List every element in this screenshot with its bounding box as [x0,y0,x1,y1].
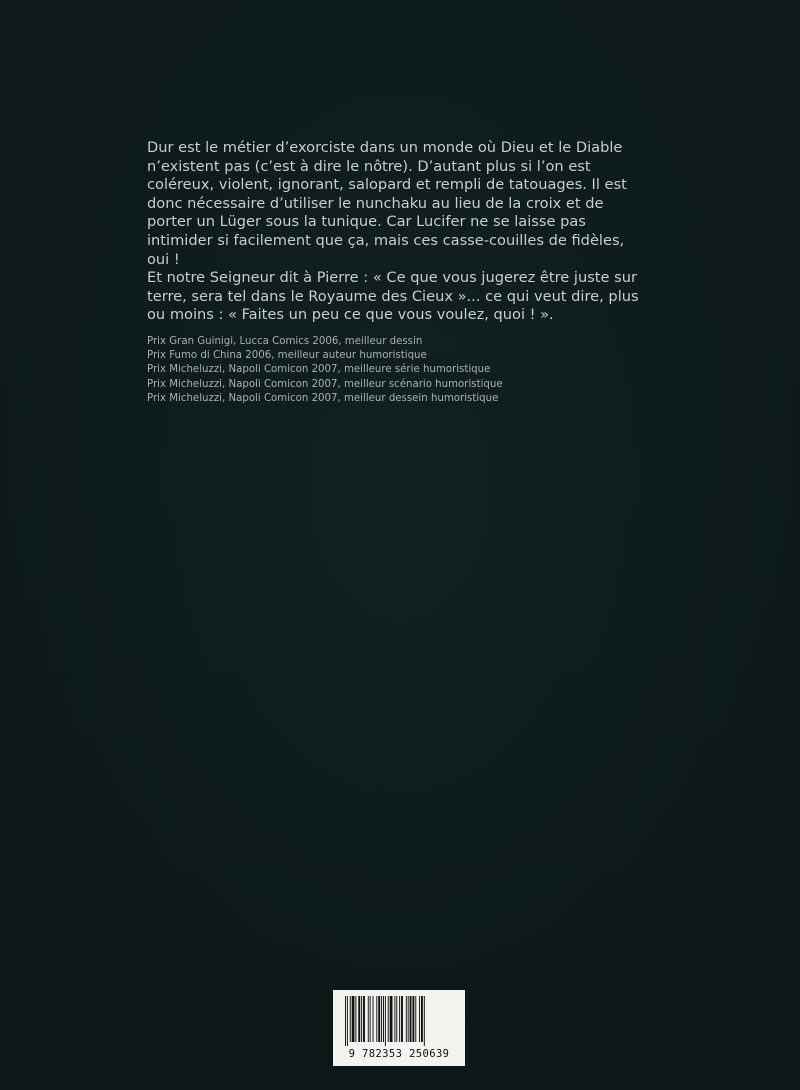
barcode-bar [421,996,423,1042]
blurb-paragraph-2: Et notre Seigneur dit à Pierre : « Ce que vous jugerez être juste sur terre, sera tel dans le Royaume des Cieux »... ce qui veut dire, plus ou moins : « Faites un peu ce que vous voulez, quoi ! ». [147,269,639,324]
barcode-bar [394,996,395,1042]
award-item: Prix Fumo di China 2006, meilleur auteur humoristique [147,350,427,362]
blurb-text [147,139,647,325]
award-item: Prix Micheluzzi, Napoli Comicon 2007, meilleur scénario humoristique [147,378,503,390]
award-item: Prix Micheluzzi, Napoli Comicon 2007, meilleur dessein humoristique [147,392,499,404]
award-item: Prix Micheluzzi, Napoli Comicon 2007, meilleure série humoristique [147,364,491,376]
barcode-bar [406,996,407,1042]
blurb-paragraph-1: Dur est le métier d’exorciste dans un monde où Dieu et le Diable n’existent pas (c’est à dire le nôtre). D’autant plus si l’on est coléreux, violent, ignorant, salopard et rempli de tatouages. Il est donc nécessaire d’utiliser le nunchaku au lieu de la croix et de porter un Lüger sous la tunique. Car Lucifer ne se laisse pas intimider si facilement que ça, mais ces casse-couilles de fidèles, oui ! [147,139,627,268]
barcode-bar [370,996,371,1042]
barcode-bar [410,996,412,1042]
isbn-digits: 9 782353 250639 [348,1048,450,1060]
barcode-bar [385,996,386,1046]
barcode-bar [368,996,369,1042]
barcode-bar [350,996,351,1042]
barcode-bar [401,996,403,1042]
barcode-bar [373,996,374,1042]
barcode-bar [381,996,382,1042]
awards-list [147,335,647,406]
barcode-bar [383,996,384,1042]
barcode-bar [396,996,397,1042]
barcode-icon [345,996,454,1046]
barcode-bar [419,996,420,1042]
barcode-bar [347,996,348,1046]
barcode-bar [424,996,425,1046]
barcode-bar [358,996,360,1042]
barcode-bar [412,996,414,1042]
barcode-bar [378,996,380,1042]
barcode-bar [408,996,409,1042]
barcode-bar [415,996,416,1042]
barcode-bar [352,996,355,1042]
barcode-bar [363,996,365,1042]
barcode-bar [388,996,389,1042]
barcode-bar [355,996,356,1042]
barcode-bar [345,996,346,1046]
barcode-bar [376,996,377,1042]
barcode-label [333,990,465,1066]
barcode-bar [390,996,393,1042]
award-item: Prix Gran Guinigi, Lucca Comics 2006, meilleur dessin [147,336,423,347]
barcode-bar [361,996,362,1042]
barcode-bar [399,996,400,1042]
